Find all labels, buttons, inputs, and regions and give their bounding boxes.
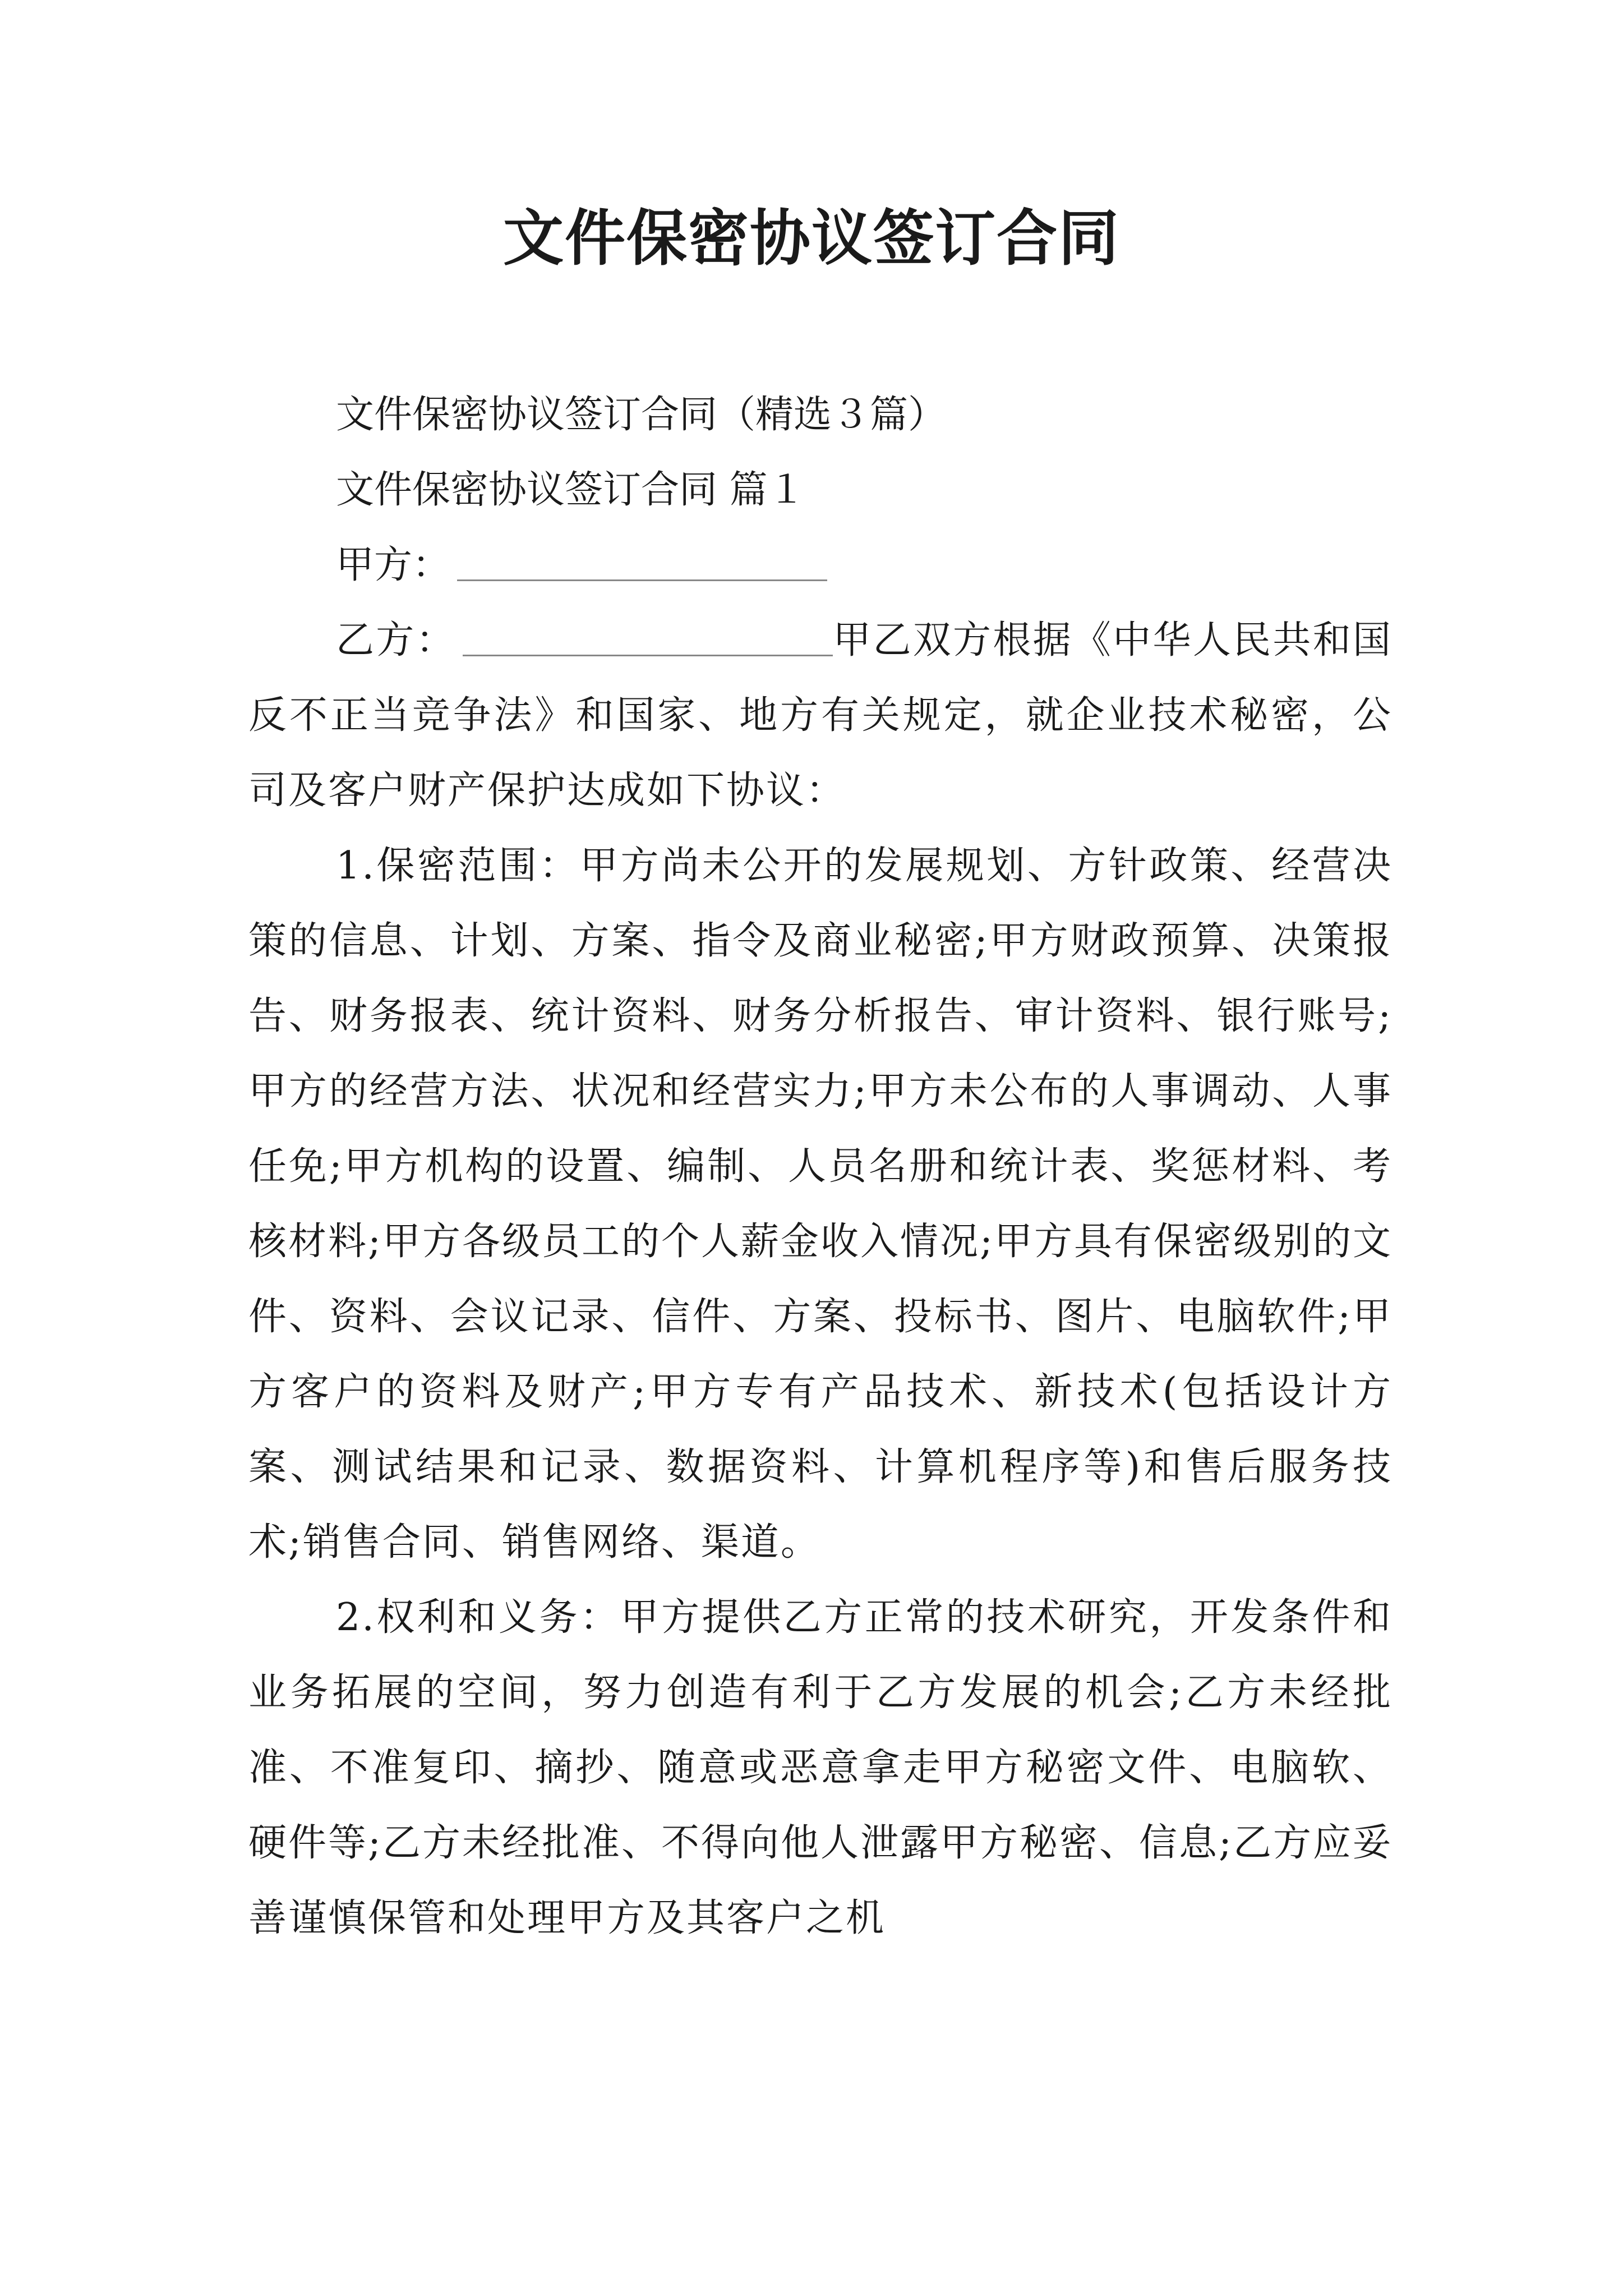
document-title: 文件保密协议签订合同 [502, 203, 1120, 274]
intro-text: 甲乙双方根据《中华人民共和国反不正当竞争法》和国家、地方有关规定，就企业技术秘密，公司及客户财产保护达成如下协议： [248, 618, 1393, 813]
party-a-line [248, 528, 1393, 603]
document-body [248, 378, 1393, 1956]
party-b-paragraph [248, 603, 1393, 829]
party-a-label: 甲方： [336, 543, 451, 587]
party-b-label: 乙方： [336, 618, 456, 662]
clause-2-paragraph: 2.权利和义务：甲方提供乙方正常的技术研究，开发条件和业务拓展的空间，努力创造有利于乙方发展的机会;乙方未经批准、不准复印、摘抄、随意或恶意拿走甲方秘密文件、电脑软、硬件等;乙方未经批准、不得向他人泄露甲方秘密、信息;乙方应妥善谨慎保管和处理甲方及其客户之机 [248, 1595, 1393, 1940]
party-b-blank [463, 618, 833, 656]
document-subtitle: 文件保密协议签订合同（精选３篇） [336, 393, 947, 437]
party-a-blank [457, 542, 827, 581]
clause-1-paragraph: 1.保密范围：甲方尚未公开的发展规划、方针政策、经营决策的信息、计划、方案、指令及商业秘密;甲方财政预算、决策报告、财务报表、统计资料、财务分析报告、审计资料、银行账号;甲方的经营方法、状况和经营实力;甲方未公布的人事调动、人事任免;甲方机构的设置、编制、人员名册和统计表、奖惩材料、考核材料;甲方各级员工的个人薪金收入情况;甲方具有保密级别的文件、资料、会议记录、信件、方案、投标书、图片、电脑软件;甲方客户的资料及财产;甲方专有产品技术、新技术(包括设计方案、测试结果和记录、数据资料、计算机程序等)和售后服务技术;销售合同、销售网络、渠道。 [248, 844, 1393, 1565]
section-heading: 文件保密协议签订合同 篇１ [336, 468, 806, 512]
